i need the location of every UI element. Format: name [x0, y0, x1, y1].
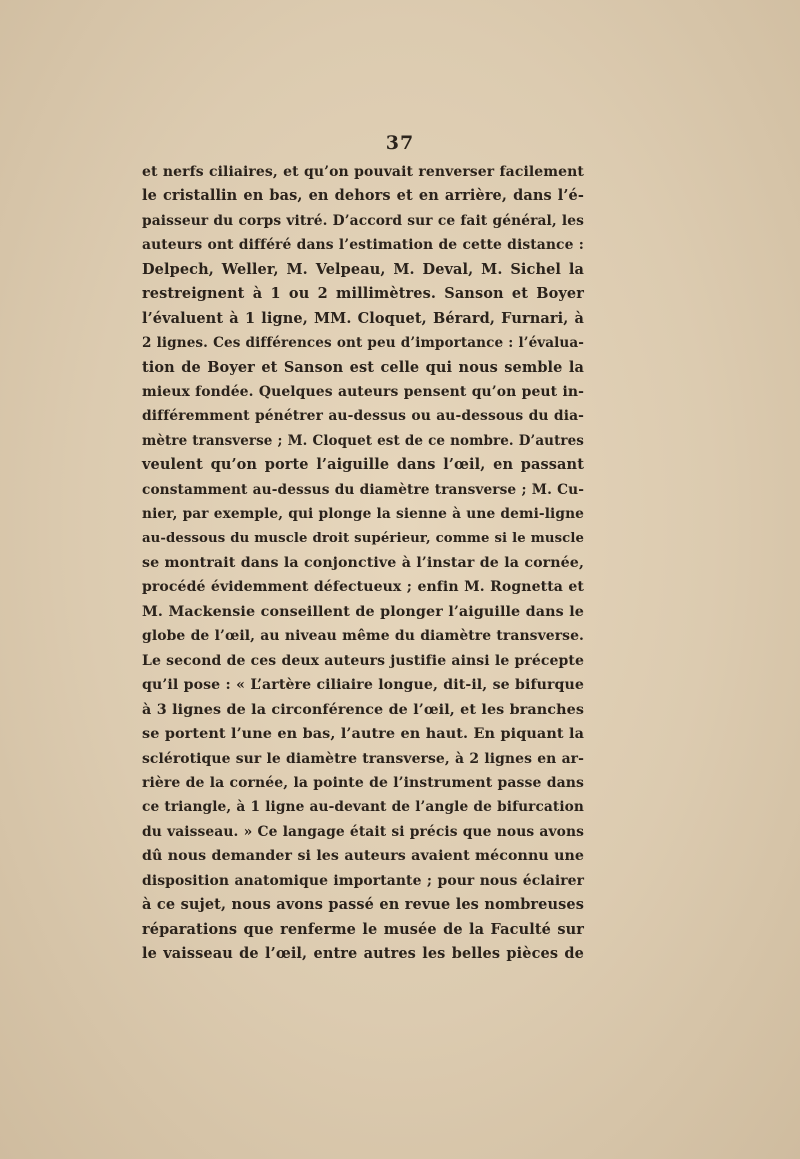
- text-line: Le second de ces deux auteurs justifie ainsi le précepte: [142, 652, 584, 669]
- text-line: veulent qu’on porte l’aiguille dans l’œil, en passant: [142, 456, 584, 474]
- text-line: Delpech, Weller, M. Velpeau, M. Deval, M. Sichel la: [142, 260, 584, 278]
- text-line: tion de Boyer et Sanson est celle qui nous semble la: [142, 358, 584, 376]
- text-line: procédé évidemment défectueux ; enfin M. Rognetta et: [142, 579, 584, 596]
- text-line: M. Mackensie conseillent de plonger l’aiguille dans le: [142, 603, 584, 620]
- text-line: le cristallin en bas, en dehors et en arrière, dans l’é-: [142, 187, 584, 205]
- text-line: mieux fondée. Quelques auteurs pensent qu’on peut in-: [142, 383, 584, 400]
- text-line: se portent l’une en bas, l’autre en haut. En piquant la: [142, 725, 584, 743]
- text-line: rière de la cornée, la pointe de l’instrument passe dans: [142, 774, 584, 791]
- text-line: l’évaluent à 1 ligne, MM. Cloquet, Bérard, Furnari, à: [142, 309, 584, 327]
- text-line: dû nous demander si les auteurs avaient méconnu une: [142, 848, 584, 865]
- text-line: à 3 lignes de la circonférence de l’œil, et les branches: [142, 701, 584, 718]
- text-line: auteurs ont différé dans l’estimation de cette distance :: [142, 237, 584, 254]
- text-line: le vaisseau de l’œil, entre autres les belles pièces de: [142, 945, 584, 962]
- text-line: ce triangle, à 1 ligne au-devant de l’angle de bifurcation: [142, 799, 584, 816]
- text-line: nier, par exemple, qui plonge la sienne à une demi-ligne: [142, 506, 584, 523]
- text-line: différemment pénétrer au-dessus ou au-dessous du dia-: [142, 408, 584, 425]
- text-line: et nerfs ciliaires, et qu’on pouvait renverser facilement: [142, 164, 584, 180]
- text-line: mètre transverse ; M. Cloquet est de ce nombre. D’autres: [142, 432, 584, 449]
- text-line: réparations que renferme le musée de la Faculté sur: [142, 920, 584, 938]
- text-line: se montrait dans la conjonctive à l’instar de la cornée,: [142, 555, 584, 571]
- text-line: paisseur du corps vitré. D’accord sur ce fait général, les: [142, 212, 584, 229]
- text-line: sclérotique sur le diamètre transverse, à 2 lignes en ar-: [142, 750, 584, 767]
- text-line: constamment au-dessus du diamètre transverse ; M. Cu-: [142, 481, 584, 498]
- text-line: qu’il pose : « L’artère ciliaire longue, dit-il, se bifurque: [142, 677, 584, 694]
- text-line: à ce sujet, nous avons passé en revue les nombreuses: [142, 896, 584, 914]
- body-text: [142, 160, 584, 966]
- page-number: 37: [385, 132, 415, 154]
- text-line: 2 lignes. Ces différences ont peu d’importance : l’évalua-: [142, 335, 584, 352]
- text-line: globe de l’œil, au niveau même du diamètre transverse.: [142, 628, 584, 645]
- text-line: du vaisseau. » Ce langage était si précis que nous avons: [142, 823, 584, 840]
- text-line: disposition anatomique importante ; pour nous éclairer: [142, 872, 584, 889]
- text-line: restreignent à 1 ou 2 millimètres. Sanson et Boyer: [142, 285, 584, 303]
- text-line: au-dessous du muscle droit supérieur, comme si le muscle: [142, 530, 584, 546]
